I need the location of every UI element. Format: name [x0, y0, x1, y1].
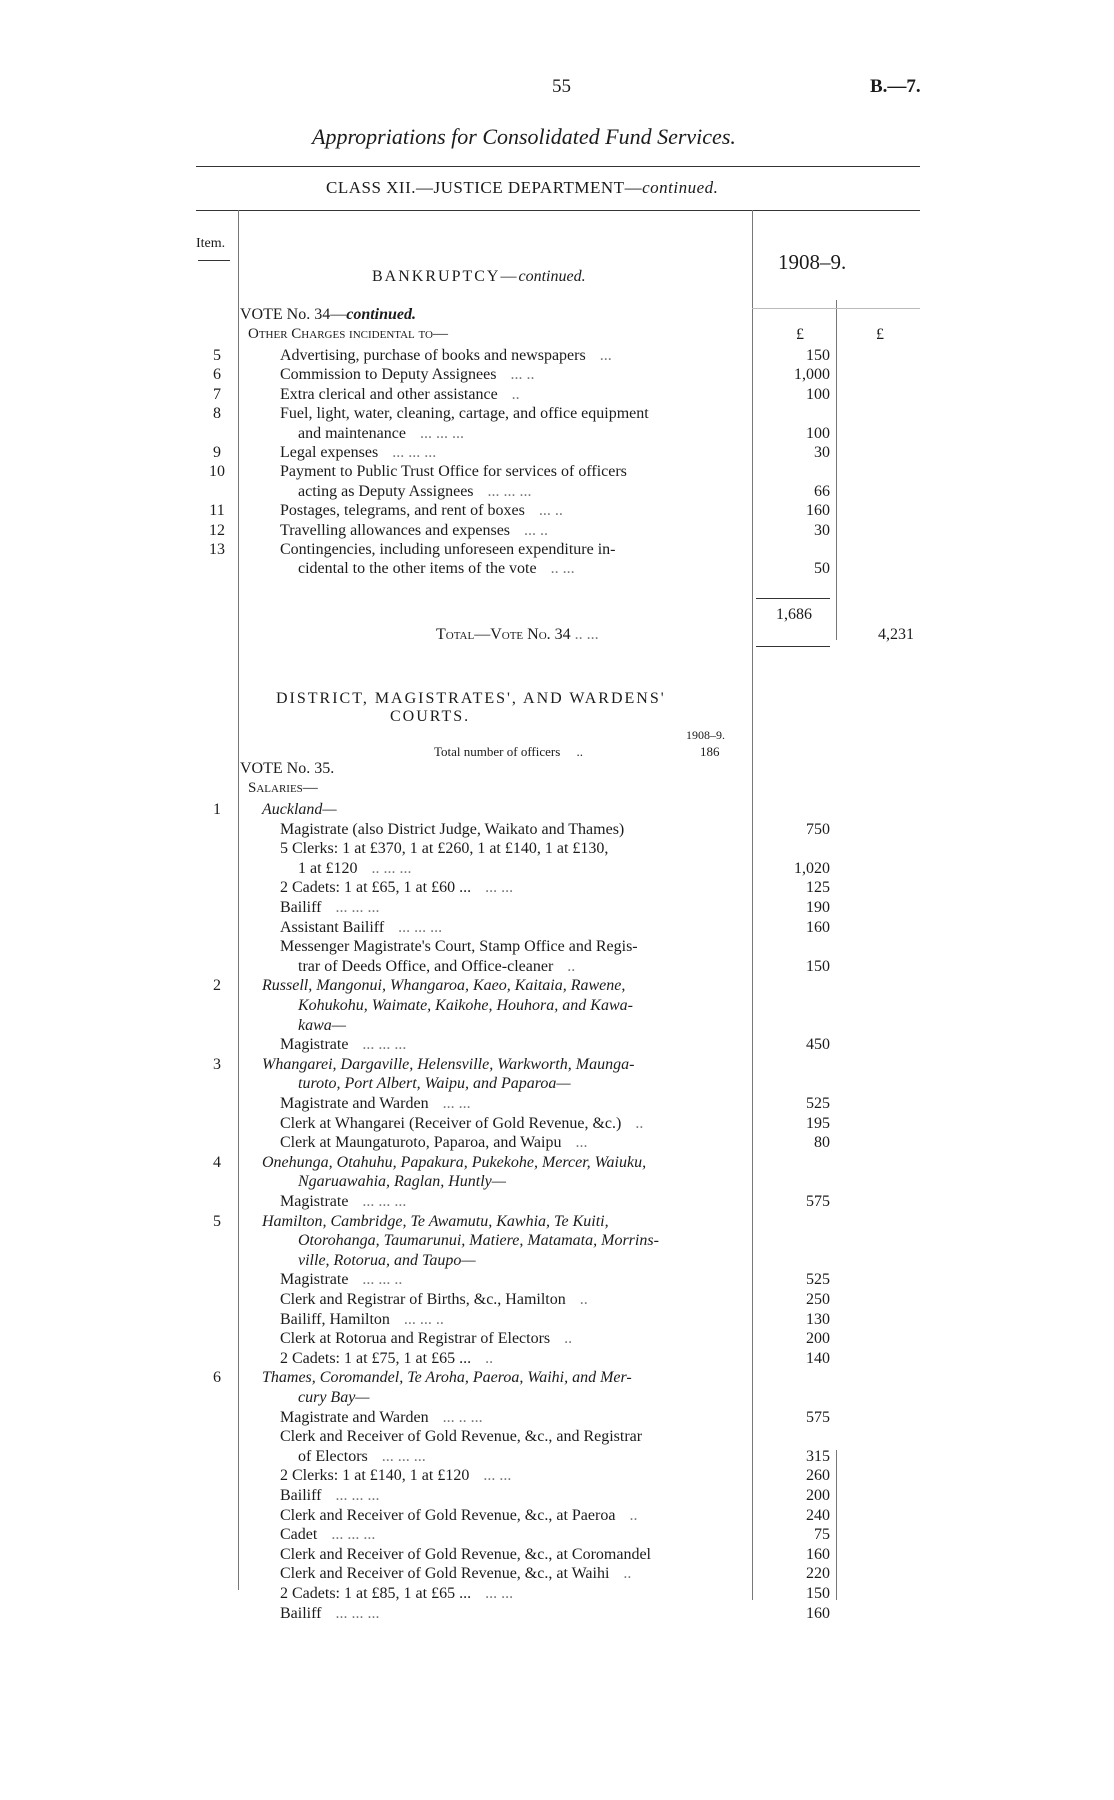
table-row [0, 1604, 1114, 1624]
row-label: Kohukohu, Waimate, Kaikohe, Houhora, and Kawa- [298, 997, 633, 1014]
row-label: Otorohanga, Taumarunui, Matiere, Matamata, Morrins- [298, 1232, 659, 1250]
row-text [280, 501, 563, 521]
leader-dots: ... .. [524, 521, 549, 539]
row-amount: 315 [806, 1447, 830, 1465]
officers-year: 1908–9. [686, 728, 725, 742]
row-amount: 575 [806, 1193, 830, 1210]
row-amount: 525 [806, 1271, 830, 1289]
row-label: Magistrate [280, 1271, 349, 1289]
row-text [280, 1329, 572, 1349]
table-row [0, 385, 1114, 405]
row-text [280, 1408, 483, 1428]
item-number: 4 [213, 1153, 221, 1171]
row-amount: 80 [814, 1134, 830, 1152]
row-label: Clerk and Receiver of Gold Revenue, &c., at Paeroa [280, 1506, 616, 1524]
row-text [280, 1604, 379, 1624]
row-label: acting as Deputy Assignees [298, 482, 474, 500]
leader-dots: ... [599, 347, 612, 364]
row-text [280, 1545, 651, 1565]
leader-dots: .. [485, 1349, 494, 1367]
row-label: Bailiff [280, 899, 322, 916]
row-amount: 130 [806, 1310, 830, 1328]
row-amount: 66 [814, 482, 830, 500]
row-text [280, 1584, 513, 1604]
leader-dots: .. [579, 1291, 588, 1308]
vote-34-total: 4,231 [878, 626, 914, 643]
table-row [0, 1447, 1114, 1467]
row-text [262, 976, 625, 996]
row-label: Bailiff [280, 1604, 322, 1622]
table-row [0, 462, 1114, 482]
row-amount: 125 [806, 879, 830, 897]
row-text [280, 937, 638, 957]
row-text [298, 482, 532, 502]
leader-dots: ... ... ... [419, 424, 464, 442]
row-label: Clerk at Rotorua and Registrar of Electors [280, 1330, 551, 1348]
table-row [0, 1270, 1114, 1290]
row-text [280, 1035, 406, 1055]
item-number: 1 [213, 801, 221, 818]
row-text [280, 443, 436, 463]
table-row [0, 482, 1114, 502]
document-reference: B.—7. [870, 76, 921, 97]
row-label: Onehunga, Otahuhu, Papakura, Pukekohe, Mercer, Waiuku, [262, 1153, 647, 1171]
row-text [280, 898, 379, 918]
leader-dots: .. ... [550, 560, 575, 578]
table-row [0, 1545, 1114, 1565]
row-label: 2 Cadets: 1 at £85, 1 at £65 ... [280, 1585, 472, 1602]
row-text [298, 1016, 346, 1036]
page-number: 55 [552, 76, 571, 97]
row-label: Clerk at Maungaturoto, Paparoa, and Waipu [280, 1134, 562, 1152]
leader-dots: .. [567, 957, 576, 975]
row-amount: 240 [806, 1506, 830, 1524]
table-row [0, 1035, 1114, 1055]
row-label: cidental to the other items of the vote [298, 560, 537, 578]
row-text [280, 1486, 379, 1506]
row-label: Messenger Magistrate's Court, Stamp Office and Regis- [280, 938, 638, 956]
row-amount: 260 [806, 1467, 830, 1485]
table-row [0, 1192, 1114, 1212]
table-row [0, 1427, 1114, 1447]
row-amount: 525 [806, 1095, 830, 1112]
vote-35-heading: VOTE No. 35. [240, 760, 335, 777]
table-row [0, 1525, 1114, 1545]
row-amount: 195 [806, 1114, 830, 1132]
row-text [298, 1172, 506, 1192]
row-amount: 220 [806, 1565, 830, 1583]
item-column-header: Item. [196, 236, 226, 251]
row-amount: 150 [806, 957, 830, 975]
table-row [0, 800, 1114, 820]
row-text [298, 424, 464, 444]
leader-dots: ... .. ... [442, 1408, 483, 1426]
row-amount: 1,000 [794, 366, 830, 384]
leader-dots: .. [629, 1506, 638, 1524]
row-text [298, 957, 575, 977]
leader-dots: ... ... ... [362, 1036, 407, 1054]
table-row [0, 424, 1114, 444]
table-row [0, 365, 1114, 385]
table-row [0, 839, 1114, 859]
item-number: 9 [213, 444, 221, 461]
row-amount: 140 [806, 1349, 830, 1367]
table-row [0, 957, 1114, 977]
class-heading: CLASS XII.—JUSTICE DEPARTMENT—continued. [326, 178, 719, 197]
row-label: Payment to Public Trust Office for services of officers [280, 463, 627, 481]
row-amount: 100 [806, 424, 830, 442]
row-text [262, 1368, 632, 1388]
leader-dots: ... ... ... [362, 1193, 407, 1210]
row-label: Cadet [280, 1526, 318, 1544]
row-text [280, 540, 615, 560]
row-label: Auckland— [262, 801, 337, 818]
row-text [280, 839, 608, 859]
table-row [0, 898, 1114, 918]
leader-dots: ... ... ... [335, 899, 380, 916]
table-row [0, 1349, 1114, 1369]
row-label: Postages, telegrams, and rent of boxes [280, 502, 525, 520]
row-label: Bailiff [280, 1487, 322, 1504]
table-row [0, 918, 1114, 938]
row-label: Thames, Coromandel, Te Aroha, Paeroa, Waihi, and Mer- [262, 1369, 632, 1387]
row-amount: 200 [806, 1330, 830, 1348]
row-text [280, 385, 520, 405]
row-amount: 30 [814, 444, 830, 461]
row-text [280, 820, 624, 840]
row-text [280, 1310, 444, 1330]
row-amount: 1,020 [794, 859, 830, 877]
officers-label: Total number of officers .. [434, 744, 584, 759]
table-row [0, 1310, 1114, 1330]
row-text [280, 404, 649, 424]
row-label: Whangarei, Dargaville, Helensville, Warkworth, Maunga- [262, 1055, 635, 1073]
row-text [280, 1525, 375, 1545]
row-label: Advertising, purchase of books and newspapers [280, 347, 586, 364]
row-text [298, 859, 412, 879]
row-text [262, 1055, 634, 1075]
table-row [0, 1368, 1114, 1388]
row-label: Extra clerical and other assistance [280, 385, 498, 403]
row-label: Magistrate and Warden [280, 1095, 429, 1112]
row-label: Clerk at Whangarei (Receiver of Gold Revenue, &c.) [280, 1114, 622, 1132]
table-row [0, 937, 1114, 957]
row-text [280, 1564, 631, 1584]
row-amount: 190 [806, 899, 830, 916]
row-label: Clerk and Receiver of Gold Revenue, &c., at Coromandel [280, 1545, 651, 1563]
salaries-subhead: Salaries— [248, 780, 318, 796]
table-row [0, 1016, 1114, 1036]
row-label: of Electors [298, 1447, 368, 1465]
row-label: 2 Cadets: 1 at £75, 1 at £65 ... [280, 1349, 472, 1367]
row-label: Magistrate [280, 1036, 349, 1054]
leader-dots: ... ... [442, 1095, 471, 1112]
row-label: Fuel, light, water, cleaning, cartage, and office equipment [280, 405, 649, 423]
vote-34-subtotal: 1,686 [776, 606, 812, 623]
subtotal-rule-bottom [756, 646, 830, 647]
leader-dots: .. [623, 1565, 632, 1583]
row-text [280, 462, 627, 482]
row-label: Clerk and Receiver of Gold Revenue, &c., at Waihi [280, 1565, 610, 1583]
row-label: 2 Clerks: 1 at £140, 1 at £120 [280, 1467, 470, 1485]
item-number: 11 [209, 502, 225, 520]
row-text [280, 346, 612, 366]
row-label: trar of Deeds Office, and Office-cleaner [298, 957, 554, 975]
row-label: kawa— [298, 1016, 346, 1034]
row-text [298, 996, 633, 1016]
row-text [280, 1466, 511, 1486]
row-amount: 575 [806, 1408, 830, 1426]
leader-dots: .. [635, 1114, 644, 1132]
currency-symbol-total: £ [876, 326, 884, 343]
row-text [262, 1212, 609, 1232]
rule-class [196, 210, 920, 211]
table-row [0, 346, 1114, 366]
leader-dots: ... ... [485, 1585, 514, 1602]
table-row [0, 404, 1114, 424]
leader-dots: ... ... ... [392, 444, 437, 461]
row-amount: 150 [806, 347, 830, 364]
row-label: Hamilton, Cambridge, Te Awamutu, Kawhia, Te Kuiti, [262, 1212, 609, 1230]
row-label: 1 at £120 [298, 859, 358, 877]
row-text [280, 1133, 587, 1153]
row-amount: 200 [806, 1487, 830, 1504]
district-courts-heading-2: COURTS. [390, 708, 471, 725]
row-text [280, 1114, 643, 1134]
leader-dots: ... .. [510, 366, 535, 384]
row-amount: 450 [806, 1036, 830, 1054]
row-amount: 160 [806, 1604, 830, 1622]
leader-dots: ... [575, 1134, 588, 1152]
row-label: 5 Clerks: 1 at £370, 1 at £260, 1 at £140, 1 at £130, [280, 840, 609, 858]
year-column-header: 1908–9. [778, 250, 847, 274]
vote-34-heading: VOTE No. 34—continued. [240, 306, 417, 323]
row-label: and maintenance [298, 424, 406, 442]
vote-34-total-label: Total—Vote No. 34 .. ... [436, 626, 599, 643]
page-title: Appropriations for Consolidated Fund Services. [312, 124, 736, 149]
row-amount: 750 [806, 820, 830, 838]
item-number: 10 [209, 463, 225, 481]
item-number: 12 [209, 521, 225, 539]
leader-dots: .. ... ... [371, 859, 412, 877]
row-label: Magistrate [280, 1193, 349, 1210]
row-text [280, 1270, 402, 1290]
table-row [0, 1074, 1114, 1094]
row-label: Assistant Bailiff [280, 918, 385, 936]
table-row [0, 976, 1114, 996]
item-number: 6 [213, 1369, 221, 1387]
item-header-underline [198, 260, 230, 261]
leader-dots: ... ... ... [331, 1526, 376, 1544]
row-label: Ngaruawahia, Raglan, Huntly— [298, 1173, 507, 1191]
row-text [280, 1427, 642, 1447]
leader-dots: .. [564, 1330, 573, 1348]
row-text [280, 878, 513, 898]
subtotal-rule [756, 598, 830, 599]
row-label: turoto, Port Albert, Waipu, and Paparoa— [298, 1075, 571, 1093]
table-row [0, 443, 1114, 463]
row-label: 2 Cadets: 1 at £65, 1 at £60 ... [280, 879, 472, 897]
table-row [0, 1486, 1114, 1506]
table-row [0, 1172, 1114, 1192]
leader-dots: ... ... [485, 879, 514, 897]
table-row [0, 1231, 1114, 1251]
row-text [280, 1192, 406, 1212]
item-number: 7 [213, 385, 221, 403]
row-amount: 150 [806, 1585, 830, 1602]
row-amount: 100 [806, 385, 830, 403]
row-text [298, 1074, 571, 1094]
table-row [0, 1251, 1114, 1271]
table-row [0, 1408, 1114, 1428]
row-label: Clerk and Registrar of Births, &c., Hamilton [280, 1291, 566, 1308]
row-amount: 160 [806, 918, 830, 936]
table-row [0, 1133, 1114, 1153]
leader-dots: ... ... ... [335, 1487, 380, 1504]
row-amount: 75 [814, 1526, 830, 1544]
row-text [280, 1094, 471, 1114]
row-text [262, 800, 337, 820]
row-amount: 50 [814, 560, 830, 578]
row-label: Bailiff, Hamilton [280, 1310, 390, 1328]
year-header-rule [752, 308, 920, 309]
table-row [0, 859, 1114, 879]
row-text [298, 1388, 370, 1408]
currency-symbol: £ [796, 326, 804, 343]
leader-dots: ... ... ... [398, 918, 443, 936]
table-row [0, 501, 1114, 521]
table-row [0, 1290, 1114, 1310]
table-row [0, 1388, 1114, 1408]
leader-dots: ... ... ... [487, 482, 532, 500]
table-row [0, 1329, 1114, 1349]
table-row [0, 1212, 1114, 1232]
bankruptcy-heading: BANKRUPTCY—continued. [372, 268, 586, 285]
row-label: Magistrate and Warden [280, 1408, 429, 1426]
item-number: 2 [213, 977, 221, 995]
row-label: ville, Rotorua, and Taupo— [298, 1251, 476, 1269]
table-row [0, 996, 1114, 1016]
row-label: Travelling allowances and expenses [280, 521, 511, 539]
leader-dots: ... ... ... [381, 1447, 426, 1465]
table-row [0, 1094, 1114, 1114]
table-row [0, 878, 1114, 898]
officers-count: 186 [700, 744, 720, 759]
leader-dots: ... ... [483, 1467, 512, 1485]
row-label: Magistrate (also District Judge, Waikato and Thames) [280, 820, 625, 838]
row-text [280, 918, 442, 938]
item-number: 3 [213, 1055, 221, 1073]
row-text [298, 1251, 476, 1271]
rule-top [196, 166, 920, 167]
row-text [262, 1153, 646, 1173]
table-row [0, 521, 1114, 541]
table-row [0, 1506, 1114, 1526]
row-text [280, 365, 534, 385]
row-label: Commission to Deputy Assignees [280, 366, 497, 384]
table-row [0, 1564, 1114, 1584]
table-row [0, 820, 1114, 840]
table-row [0, 1055, 1114, 1075]
other-charges-subhead: Other Charges incidental to— [248, 326, 448, 342]
item-number: 5 [213, 347, 221, 364]
row-text [280, 1290, 588, 1310]
row-label: Contingencies, including unforeseen expenditure in- [280, 541, 616, 558]
leader-dots: ... ... ... [335, 1604, 380, 1622]
row-amount: 160 [806, 502, 830, 520]
table-row [0, 1584, 1114, 1604]
row-amount: 30 [814, 521, 830, 539]
item-number: 5 [213, 1212, 221, 1230]
item-number: 13 [209, 541, 225, 558]
leader-dots: .. [511, 385, 520, 403]
row-amount: 250 [806, 1291, 830, 1308]
row-label: Clerk and Receiver of Gold Revenue, &c., and Registrar [280, 1428, 643, 1446]
row-label: Russell, Mangonui, Whangaroa, Kaeo, Kaitaia, Rawene, [262, 977, 626, 995]
row-text [298, 1231, 659, 1251]
item-number: 8 [213, 405, 221, 423]
table-row [0, 1153, 1114, 1173]
row-text [280, 1506, 637, 1526]
table-row [0, 559, 1114, 579]
leader-dots: ... .. [538, 502, 563, 520]
leader-dots: ... ... .. [403, 1310, 444, 1328]
table-row [0, 1466, 1114, 1486]
item-number: 6 [213, 366, 221, 384]
row-label: Legal expenses [280, 444, 379, 461]
row-text [298, 559, 575, 579]
table-row [0, 1114, 1114, 1134]
leader-dots: ... ... .. [362, 1271, 403, 1289]
row-text [280, 521, 548, 541]
district-courts-heading: DISTRICT, MAGISTRATES', AND WARDENS' [276, 690, 666, 707]
row-amount: 160 [806, 1545, 830, 1563]
row-text [298, 1447, 426, 1467]
row-text [280, 1349, 493, 1369]
row-label: cury Bay— [298, 1389, 370, 1406]
table-row [0, 540, 1114, 560]
